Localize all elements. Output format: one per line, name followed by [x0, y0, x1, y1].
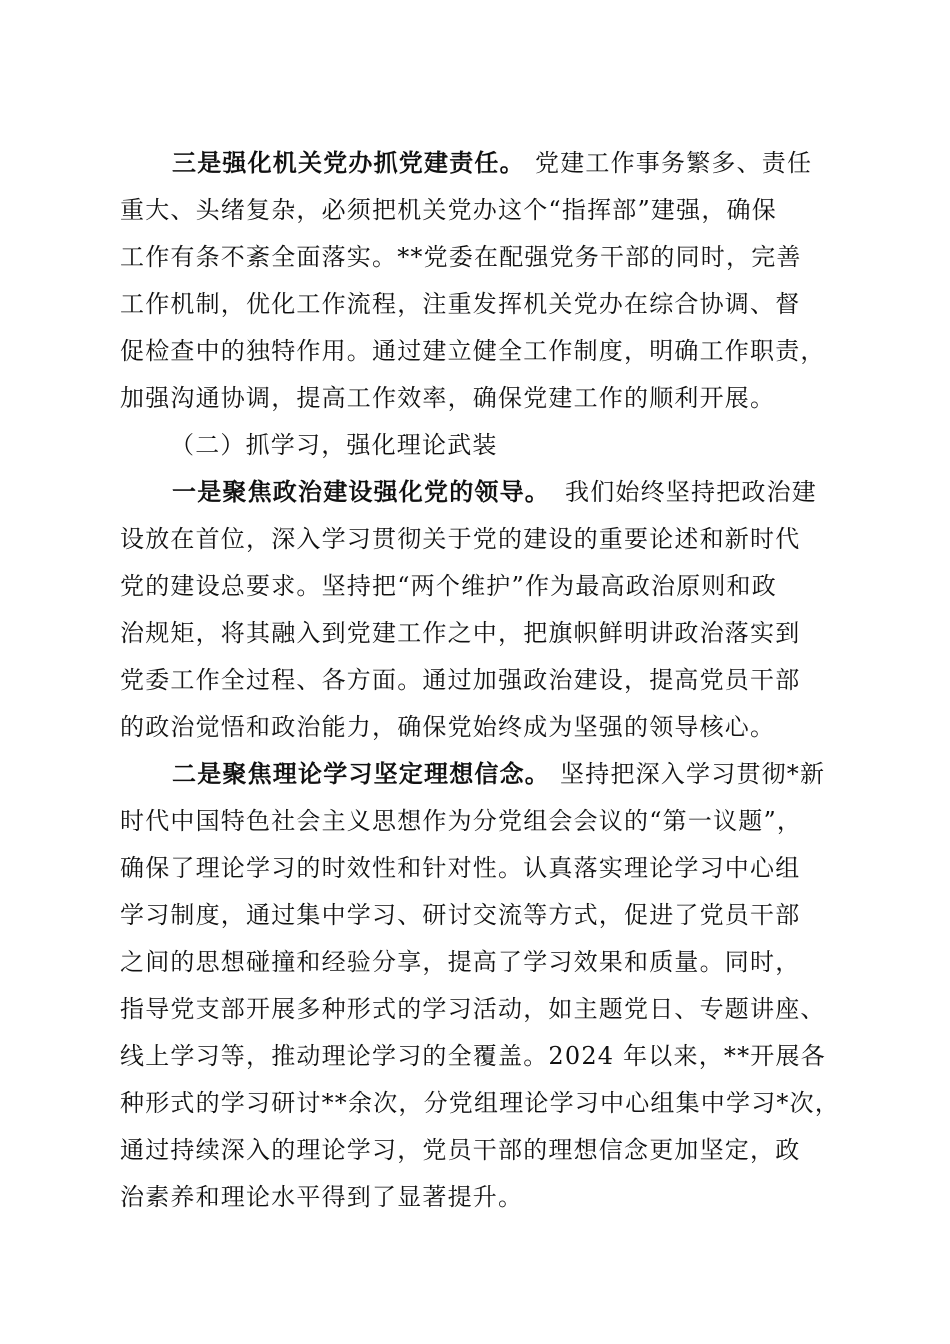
text-line [0, 848, 950, 888]
text-line [0, 472, 950, 512]
text-run: 治素养和理论水平得到了显著提升。 [120, 1183, 524, 1211]
text-line [0, 989, 950, 1029]
emphasis-lead: 一是聚焦政治建设强化党的领导。 [172, 478, 550, 506]
text-run: 设放在首位，深入学习贯彻关于党的建设的重要论述和新时代 [120, 525, 801, 553]
text-run: 党的建设总要求。坚持把“两个维护”作为最高政治原则和政 [120, 572, 777, 600]
text-run: 我们始终坚持把政治建 [565, 478, 817, 506]
text-line [0, 284, 950, 324]
text-line [0, 143, 950, 183]
text-run: 之间的思想碰撞和经验分享，提高了学习效果和质量。同时， [120, 948, 801, 976]
text-run: 的政治觉悟和政治能力，确保党始终成为坚强的领导核心。 [120, 713, 776, 741]
section-heading [0, 425, 950, 465]
emphasis-lead: 三是强化机关党办抓党建责任。 [172, 149, 525, 177]
text-line [0, 190, 950, 230]
text-line [0, 1130, 950, 1170]
text-run: 通过持续深入的理论学习，党员干部的理想信念更加坚定，政 [120, 1136, 801, 1164]
text-line [0, 613, 950, 653]
text-line [0, 566, 950, 606]
text-line [0, 1036, 950, 1076]
text-line [0, 519, 950, 559]
text-line [0, 754, 950, 794]
text-run: 坚持把深入学习贯彻*新 [560, 760, 826, 788]
text-line [0, 237, 950, 277]
text-line [0, 378, 950, 418]
text-run: 工作机制，优化工作流程，注重发挥机关党办在综合协调、督 [120, 290, 801, 318]
text-line [0, 1083, 950, 1123]
text-line [0, 660, 950, 700]
section-heading-text: （二）抓学习，强化理论武装 [170, 431, 498, 459]
emphasis-lead: 二是聚焦理论学习坚定理想信念。 [172, 760, 550, 788]
text-run: 促检查中的独特作用。通过建立健全工作制度，明确工作职责， [120, 337, 826, 365]
text-run: 学习制度，通过集中学习、研讨交流等方式，促进了党员干部 [120, 901, 801, 929]
text-line [0, 331, 950, 371]
text-line [0, 707, 950, 747]
text-run: 重大、头绪复杂，必须把机关党办这个“指挥部”建强，确保 [120, 196, 777, 224]
text-line [0, 942, 950, 982]
text-run: 工作有条不紊全面落实。**党委在配强党务干部的同时，完善 [120, 243, 802, 271]
text-run: 确保了理论学习的时效性和针对性。认真落实理论学习中心组 [120, 854, 801, 882]
text-run: 种形式的学习研讨**余次，分党组理论学习中心组集中学习*次， [120, 1089, 840, 1117]
text-line [0, 895, 950, 935]
text-run: 指导党支部开展多种形式的学习活动，如主题党日、专题讲座、 [120, 995, 826, 1023]
text-run: 党建工作事务繁多、责任 [535, 149, 813, 177]
text-run: 加强沟通协调，提高工作效率，确保党建工作的顺利开展。 [120, 384, 776, 412]
text-run: 线上学习等，推动理论学习的全覆盖。2024 年以来，**开展各 [120, 1042, 826, 1070]
text-run: 治规矩，将其融入到党建工作之中，把旗帜鲜明讲政治落实到 [120, 619, 801, 647]
text-line [0, 801, 950, 841]
text-run: 党委工作全过程、各方面。通过加强政治建设，提高党员干部 [120, 666, 801, 694]
text-line [0, 1177, 950, 1217]
text-run: 时代中国特色社会主义思想作为分党组会会议的“第一议题”， [120, 807, 803, 835]
